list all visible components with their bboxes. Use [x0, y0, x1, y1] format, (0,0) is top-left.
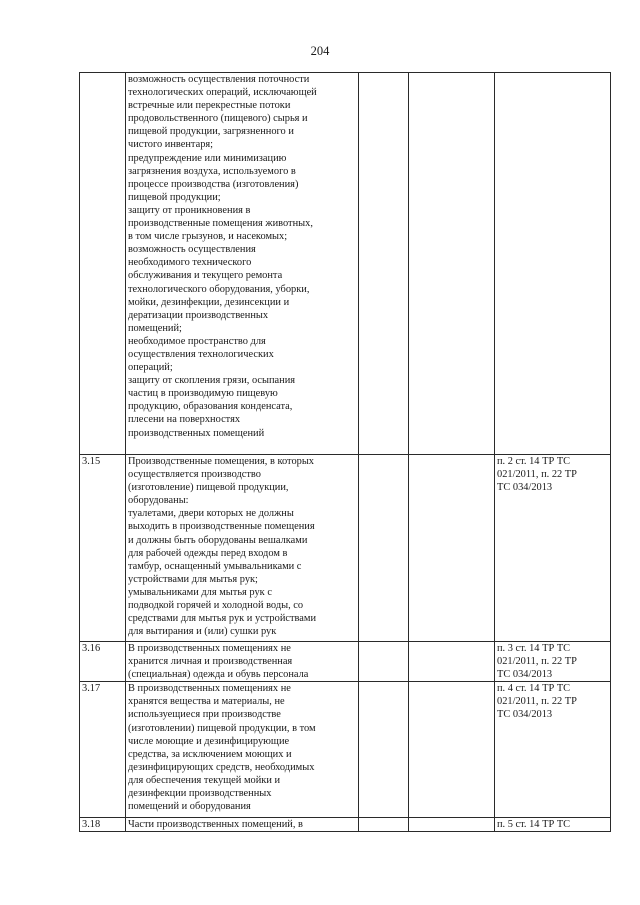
requirement-line: хранится личная и производственная — [128, 656, 293, 668]
table-row — [80, 682, 611, 818]
requirement-line: пищевой продукции; — [128, 191, 221, 203]
requirement-line: средствами для мытья рук и устройствами — [128, 613, 317, 625]
requirement-line: необходимое пространство для — [128, 335, 266, 347]
requirement-line: продукцию, образования конденсата, — [128, 401, 293, 413]
requirement-line: для рабочей одежды перед входом в — [128, 547, 288, 559]
requirement-line: (специальная) одежда и обувь персонала — [128, 669, 309, 681]
requirement-line: туалетами, двери которых не должны — [128, 508, 294, 520]
table-row — [80, 455, 611, 642]
empty-cell — [359, 642, 409, 682]
empty-cell — [359, 455, 409, 642]
reference-line: п. 5 ст. 14 ТР ТС — [497, 819, 571, 831]
requirement-line: встречные или перекрестные потоки — [128, 100, 291, 112]
requirement-line: защиту от проникновения в — [128, 204, 251, 216]
regulation-reference — [495, 682, 611, 818]
requirement-line: Производственные помещения, в которых — [128, 456, 315, 467]
regulation-reference — [495, 642, 611, 682]
regulation-reference — [495, 73, 611, 455]
requirement-line: (изготовлении) пищевой продукции, в том — [128, 722, 316, 734]
requirement-line: процессе производства (изготовления) — [128, 178, 299, 190]
reference-line: 021/2011, п. 22 ТР — [497, 656, 577, 668]
requirement-line: загрязнения воздуха, используемого в — [128, 165, 296, 177]
requirement-line: возможность осуществления — [128, 244, 256, 256]
reference-line: ТС 034/2013 — [497, 709, 553, 721]
requirement-line: необходимого технического — [128, 257, 252, 269]
requirement-line: используещиеся при производстве — [128, 709, 281, 721]
requirement-line: в том числе грызунов, и насекомых; — [128, 231, 288, 243]
requirement-line: чистого инвентаря; — [128, 139, 214, 151]
requirement-line: хранятся вещества и материалы, не — [128, 696, 285, 708]
requirement-line: осуществляется производство — [128, 469, 261, 481]
requirement-line: дератизации производственных — [128, 309, 269, 321]
regulation-reference — [495, 455, 611, 642]
empty-cell — [359, 818, 409, 832]
requirement-line: для обеспечения текущей мойки и — [128, 774, 281, 786]
requirements-table — [79, 72, 611, 832]
reference-line: 021/2011, п. 22 ТР — [497, 469, 577, 481]
reference-line: 021/2011, п. 22 ТР — [497, 696, 577, 708]
empty-cell — [409, 455, 495, 642]
requirement-line: и должны быть оборудованы вешалками — [128, 534, 308, 546]
requirement-line: технологических операций, исключающей — [128, 87, 317, 99]
item-number: 3.16 — [80, 642, 126, 682]
empty-cell — [409, 642, 495, 682]
page-number: 204 — [310, 44, 330, 58]
requirement-text — [126, 73, 359, 455]
reference-line: п. 4 ст. 14 ТР ТС — [497, 683, 571, 695]
requirement-line: защиту от скопления грязи, осыпания — [128, 375, 296, 387]
empty-cell — [359, 682, 409, 818]
empty-cell — [409, 73, 495, 455]
requirement-line: пищевой продукции, загрязненного и — [128, 126, 294, 138]
reference-line: п. 3 ст. 14 ТР ТС — [497, 643, 571, 654]
regulation-reference — [495, 818, 611, 832]
requirement-line: В производственных помещениях не — [128, 643, 291, 654]
requirement-line: частиц в производимую пищевую — [128, 388, 278, 400]
requirement-line: для вытирания и (или) сушки рук — [128, 626, 277, 638]
requirement-line: технологического оборудования, уборки, — [128, 283, 310, 295]
requirement-line: производственные помещения животных, — [128, 218, 313, 230]
requirement-text — [126, 642, 359, 682]
item-number: 3.15 — [80, 455, 126, 642]
requirement-line: оборудованы: — [128, 495, 189, 507]
requirement-line: (изготовление) пищевой продукции, — [128, 482, 289, 494]
table-row — [80, 73, 611, 455]
requirement-text — [126, 455, 359, 642]
requirement-line: дезинфекции производственных — [128, 788, 272, 800]
reference-line: п. 2 ст. 14 ТР ТС — [497, 456, 571, 467]
requirement-line: устройствами для мытья рук; — [128, 573, 258, 585]
requirement-line: В производственных помещениях не — [128, 683, 291, 695]
requirement-line: помещений и оборудования — [128, 801, 251, 813]
empty-cell — [409, 682, 495, 818]
requirement-line: дезинфицирующих средств, необходимых — [128, 761, 315, 773]
requirement-line: операций; — [128, 362, 173, 374]
reference-line: ТС 034/2013 — [497, 482, 553, 494]
requirement-line: предупреждение или минимизацию — [128, 152, 287, 164]
requirement-line: средства, за исключением моющих и — [128, 748, 292, 760]
requirement-line: выходить в производственные помещения — [128, 521, 315, 533]
requirement-line: обслуживания и текущего ремонта — [128, 270, 283, 282]
requirement-line: возможность осуществления поточности — [128, 74, 310, 85]
requirement-line: плесени на поверхностях — [128, 414, 241, 426]
requirement-line: подводкой горячей и холодной воды, со — [128, 600, 304, 612]
requirement-line: Части производственных помещений, в — [128, 819, 303, 831]
table-row — [80, 818, 611, 832]
requirement-line: осуществления технологических — [128, 348, 274, 360]
item-number — [80, 73, 126, 455]
requirement-text — [126, 818, 359, 832]
requirement-line: производственных помещений — [128, 427, 265, 439]
requirement-line: мойки, дезинфекции, дезинсекции и — [128, 296, 290, 308]
requirement-line: помещений; — [128, 322, 182, 334]
empty-cell — [409, 818, 495, 832]
table-body — [80, 73, 611, 832]
table-row — [80, 642, 611, 682]
requirement-line: тамбур, оснащенный умывальниками с — [128, 560, 302, 572]
requirement-line: продовольственного (пищевого) сырья и — [128, 113, 308, 125]
requirement-line: числе моющие и дезинфицирующие — [128, 735, 290, 747]
empty-cell — [359, 73, 409, 455]
reference-line: ТС 034/2013 — [497, 669, 553, 681]
item-number: 3.17 — [80, 682, 126, 818]
requirement-line: умывальниками для мытья рук с — [128, 586, 272, 598]
requirement-text — [126, 682, 359, 818]
item-number: 3.18 — [80, 818, 126, 832]
